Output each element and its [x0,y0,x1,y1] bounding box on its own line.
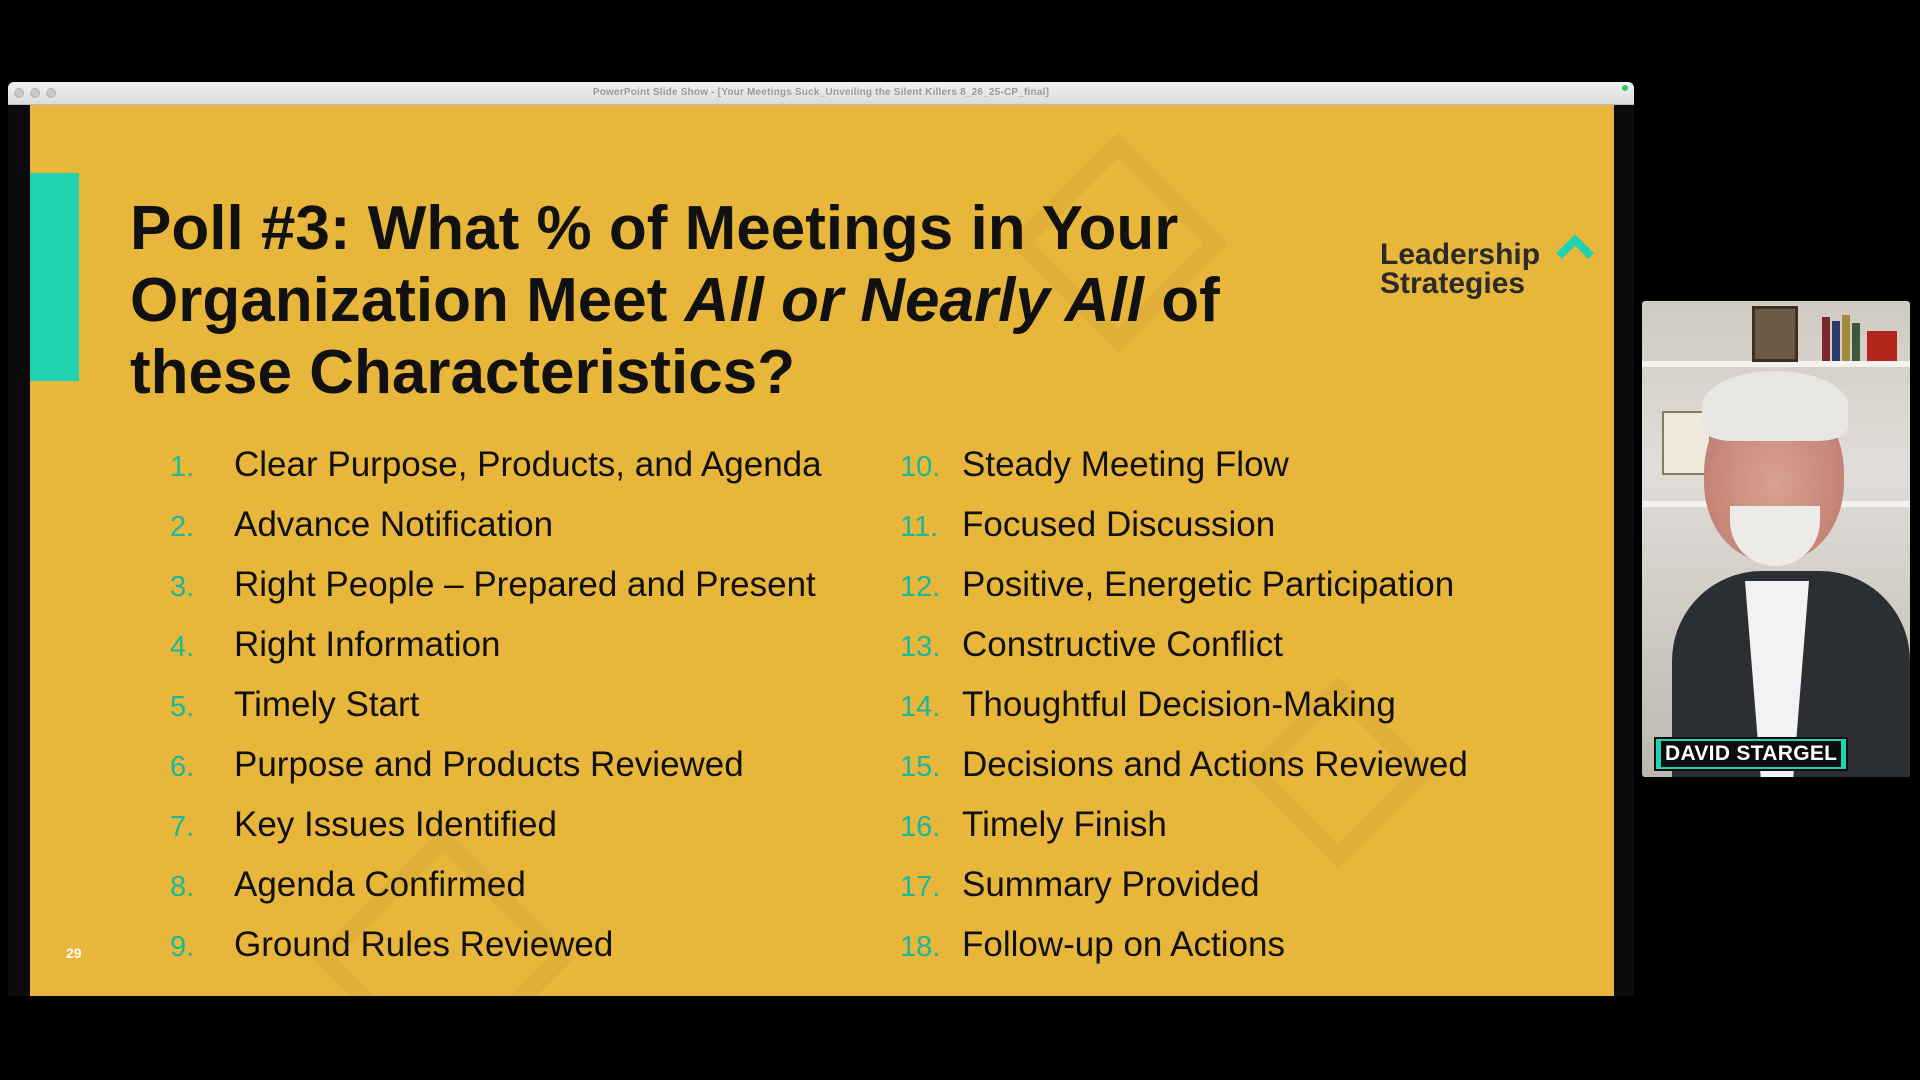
slide-number: 29 [66,945,82,961]
picture-frame [1752,306,1798,362]
slide-title: Poll #3: What % of Meetings in Your Organization Meet All or Nearly All of these Characteristics? [130,194,1220,407]
presenter-name: DAVID STARGEL [1661,741,1841,767]
window-title: PowerPoint Slide Show - [Your Meetings Suck_Unveiling the Silent Killers 8_26_25-CP_final] [592,87,1050,98]
leadership-strategies-logo [1380,240,1600,320]
logo-text: Leadership Strategies [1380,238,1541,300]
accent-bar [30,173,79,381]
presenter-video[interactable] [1642,301,1910,777]
presenter-name-badge [1654,737,1848,771]
status-dot-icon [1622,85,1628,91]
bookshelf-books [1822,311,1902,361]
window-titlebar [8,82,1634,105]
presenter-beard [1730,506,1820,566]
slide[interactable]: Poll #3: What % of Meetings in Your Organization Meet All or Nearly All of these Characteristics? Leadership Strategies 1. Clear Purpose, Products, and Agenda 2. Advance Notification 3. Right People – Prepared and Present 4. Right Information 5. Timely Start 6. Purpose and Products Reviewed 7. Key Issues Identified 8. Agenda Confirmed 9. Ground Rules Reviewed 10. Steady Meeting Flow 11. Focused Discussion 12. Positive, Energetic Participation 13. Constructive Conflict 14. Thoughtful Decision-Making 15. Decisions and Actions Reviewed 16. Timely Finish 17. Summary Provided 18. Follow-up on Actions 29 [30,105,1614,996]
chevron-up-icon [1555,232,1595,262]
presenter-hair [1702,371,1848,441]
decor-diamond [311,826,574,996]
